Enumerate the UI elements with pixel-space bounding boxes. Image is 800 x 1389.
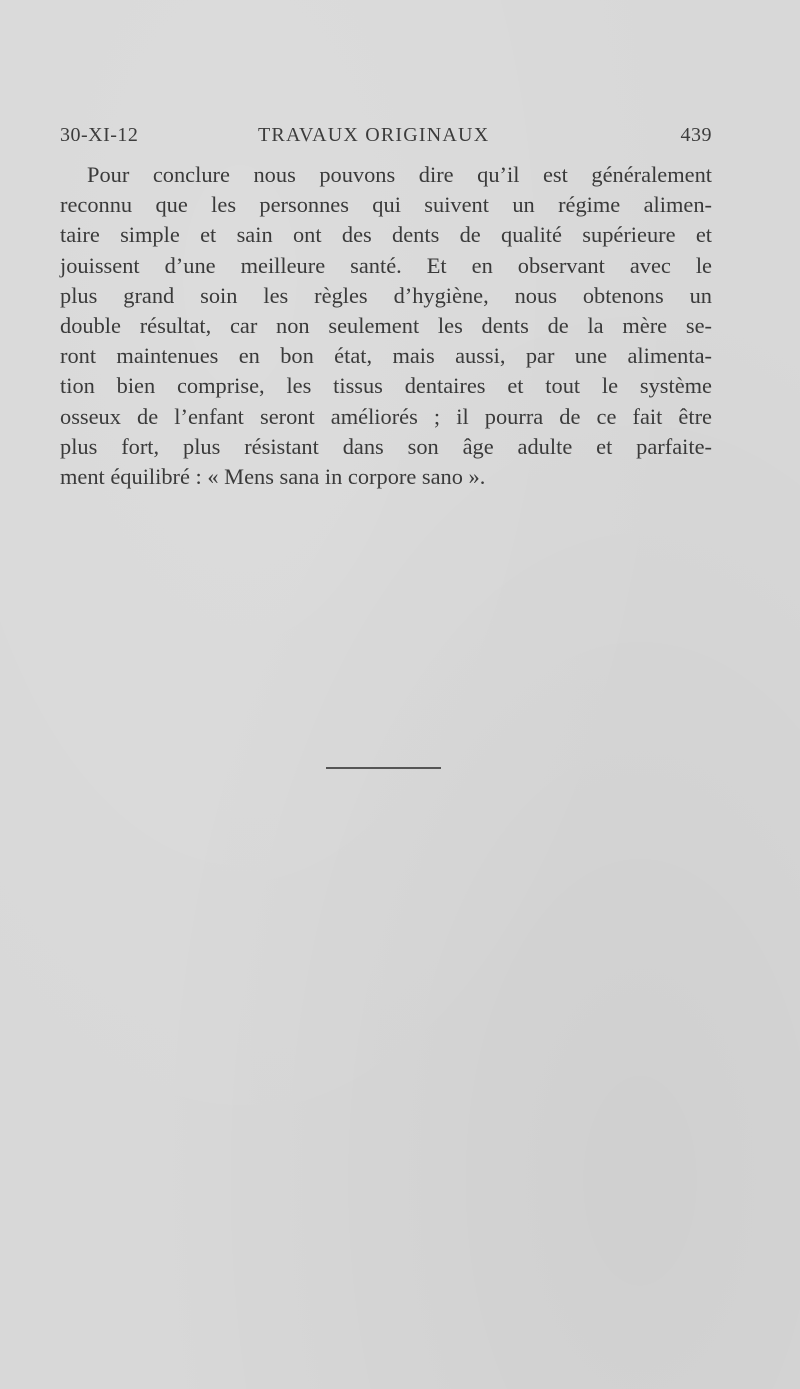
text-line: jouissent d’une meilleure santé. Et en observant avec le: [60, 252, 712, 278]
text-line: osseux de l’enfant seront améliorés ; il pourra de ce fait être: [60, 403, 712, 429]
header-date: 30-XI-12: [60, 124, 139, 146]
text-line: plus grand soin les règles d’hygiène, nous obtenons un: [60, 282, 712, 308]
text-line: reconnu que les personnes qui suivent un régime alimen-: [60, 192, 712, 218]
body-paragraph: [60, 160, 712, 492]
text-line: taire simple et sain ont des dents de qualité supérieure et: [60, 222, 712, 248]
page-number: 439: [680, 124, 712, 146]
text-line: plus fort, plus résistant dans son âge adulte et parfaite-: [60, 433, 712, 459]
header-title: TRAVAUX ORIGINAUX: [258, 124, 490, 146]
text-line: ment équilibré : « Mens sana in corpore sano ».: [60, 464, 486, 490]
text-line: ront maintenues en bon état, mais aussi, par une alimenta-: [60, 343, 712, 369]
text-line: tion bien comprise, les tissus dentaires et tout le système: [60, 373, 712, 399]
text-line: Pour conclure nous pouvons dire qu’il est généralement: [87, 162, 712, 187]
text-line: double résultat, car non seulement les dents de la mère se-: [60, 313, 712, 339]
section-end-rule: [326, 767, 441, 769]
running-header: [60, 124, 712, 150]
